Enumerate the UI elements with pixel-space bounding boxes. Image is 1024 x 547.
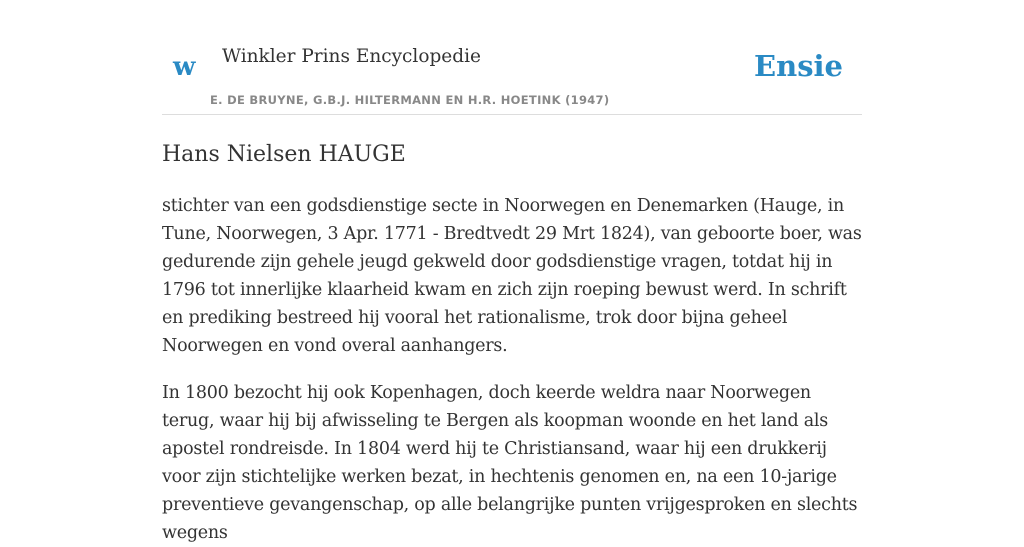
article-body (162, 192, 862, 547)
publication-authors: E. DE BRUYNE, G.B.J. HILTERMANN EN H.R. HOETINK (1947) (210, 93, 610, 107)
article-title: Hans Nielsen HAUGE (162, 142, 406, 167)
site-header (162, 0, 862, 115)
winkler-prins-logo[interactable]: w (173, 52, 196, 82)
article-paragraph: stichter van een godsdienstige secte in Noorwegen en Denemarken (Hauge, in Tune, Noorwegen, 3 Apr. 1771 - Bredtvedt 29 Mrt 1824), van geboorte boer, was gedurende zijn gehele jeugd gekweld door godsdienstige vragen, totdat hij in 1796 tot innerlijke klaarheid kwam en zich zijn roeping bewust werd. In schrift en prediking bestreed hij vooral het rationalisme, trok door bijna geheel Noorwegen en vond overal aanhangers. (162, 196, 862, 357)
publication-title-link[interactable]: Winkler Prins Encyclopedie (222, 46, 481, 67)
ensie-brand-logo[interactable]: Ensie (754, 49, 843, 83)
page-container (162, 0, 862, 544)
article-paragraph: In 1800 bezocht hij ook Kopenhagen, doch keerde weldra naar Noorwegen terug, waar hij bij afwisseling te Bergen als koopman woonde en het land als apostel rondreisde. In 1804 werd hij te Christiansand, waar hij een drukkerij voor zijn stichtelijke werken bezat, in hechtenis genomen en, na een 10-jarige preventieve gevangenschap, op alle belangrijke punten vrijgesproken en slechts wegens (162, 383, 858, 544)
